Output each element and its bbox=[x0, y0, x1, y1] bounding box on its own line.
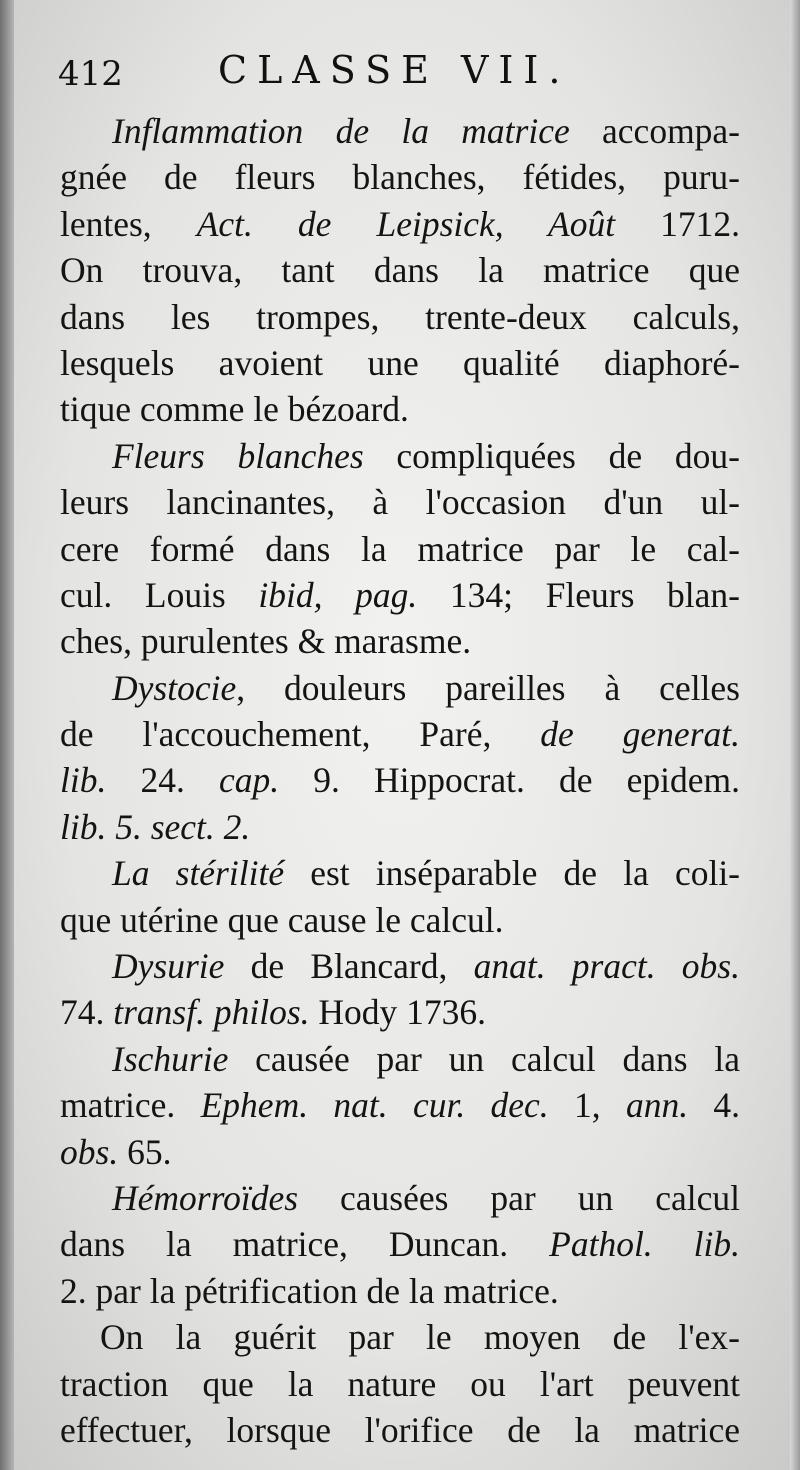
italic-text-segment: Hémorroïdes bbox=[112, 1177, 299, 1218]
text-segment: compliquées de dou- bbox=[363, 435, 740, 476]
text-segment: 4. bbox=[688, 1085, 741, 1126]
text-segment: On trouva, tant dans la matrice que bbox=[60, 250, 740, 291]
italic-text-segment: transf. philos. bbox=[113, 992, 310, 1033]
text-segment: lentes, bbox=[60, 203, 197, 244]
text-segment: accompa- bbox=[569, 111, 741, 151]
text-line bbox=[60, 757, 740, 803]
text-line bbox=[60, 1129, 740, 1175]
text-line bbox=[60, 1268, 740, 1314]
text-line bbox=[60, 711, 740, 757]
text-line bbox=[60, 433, 740, 479]
text-segment: cul. Louis bbox=[60, 574, 259, 615]
italic-text-segment: Inflammation de la matrice bbox=[112, 111, 570, 151]
italic-text-segment: Ischurie bbox=[112, 1038, 229, 1079]
text-line bbox=[60, 1221, 740, 1267]
text-segment: 1712. bbox=[615, 203, 740, 244]
italic-text-segment: Pathol. lib. bbox=[549, 1224, 740, 1265]
text-line bbox=[60, 1407, 740, 1453]
text-segment: On la guérit par le moyen de l'ex- bbox=[100, 1317, 740, 1358]
text-segment: 2. par la pétrification de la matrice. bbox=[60, 1270, 559, 1311]
text-line bbox=[60, 526, 740, 572]
italic-text-segment: de generat. bbox=[540, 714, 740, 755]
text-line bbox=[60, 1036, 740, 1082]
body-text bbox=[60, 108, 740, 1453]
text-segment: 134; Fleurs blan- bbox=[417, 574, 740, 615]
italic-text-segment: lib. bbox=[60, 760, 107, 801]
italic-text-segment: Dysurie bbox=[112, 946, 225, 987]
text-segment: cere formé dans la matrice par le cal- bbox=[60, 528, 740, 569]
text-segment: leurs lancinantes, à l'occasion d'un ul- bbox=[60, 482, 740, 523]
text-segment: traction que la nature ou l'art peuvent bbox=[60, 1363, 740, 1404]
text-segment: lesquels avoient une qualité diaphoré- bbox=[60, 342, 740, 383]
text-segment: 24. bbox=[106, 760, 219, 801]
text-segment: dans les trompes, trente-deux calculs, bbox=[60, 296, 740, 337]
text-line bbox=[60, 897, 740, 943]
text-line bbox=[60, 804, 740, 850]
text-line bbox=[60, 1082, 740, 1128]
text-segment: causée par un calcul dans la bbox=[228, 1038, 740, 1079]
page-edge-right bbox=[790, 0, 800, 1470]
text-line bbox=[60, 943, 740, 989]
text-segment: Hody 1736. bbox=[309, 992, 487, 1033]
text-line bbox=[60, 154, 740, 200]
text-segment: tique comme le bézoard. bbox=[60, 389, 409, 430]
text-line bbox=[60, 572, 740, 618]
italic-text-segment: Ephem. nat. cur. dec. bbox=[200, 1085, 549, 1126]
page-number: 412 bbox=[58, 54, 123, 94]
text-line bbox=[60, 201, 740, 247]
text-line bbox=[60, 386, 740, 432]
text-line bbox=[60, 1175, 740, 1221]
text-segment: causées par un calcul bbox=[298, 1177, 740, 1218]
italic-text-segment: cap. bbox=[219, 760, 280, 801]
running-head: CLASSE VII. bbox=[218, 48, 571, 92]
text-line bbox=[60, 989, 740, 1035]
italic-text-segment: La stérilité bbox=[112, 853, 285, 894]
text-segment: 9. Hippocrat. de epidem. bbox=[279, 760, 740, 801]
text-line bbox=[60, 1361, 740, 1407]
italic-text-segment: Dystocie bbox=[112, 667, 237, 708]
page-header bbox=[58, 48, 738, 108]
text-line bbox=[60, 618, 740, 664]
text-line bbox=[60, 1314, 740, 1360]
text-segment: dans la matrice, Duncan. bbox=[60, 1224, 550, 1265]
text-segment: , douleurs pareilles à celles bbox=[236, 667, 740, 708]
text-line bbox=[60, 850, 740, 896]
text-line bbox=[60, 108, 740, 154]
text-segment: de Blancard, bbox=[224, 946, 474, 987]
italic-text-segment: lib. 5. sect. 2. bbox=[60, 806, 251, 847]
italic-text-segment: Fleurs blanches bbox=[112, 435, 364, 476]
italic-text-segment: ibid, pag. bbox=[258, 574, 418, 615]
text-segment: est inséparable de la coli- bbox=[284, 853, 740, 894]
text-segment: de l'accouchement, Paré, bbox=[60, 714, 541, 755]
italic-text-segment: Act. de Leipsick, Août bbox=[196, 203, 616, 244]
italic-text-segment: obs. bbox=[60, 1131, 119, 1172]
text-segment: gnée de fleurs blanches, fétides, puru- bbox=[60, 157, 740, 198]
text-segment: ches, purulentes & marasme. bbox=[60, 621, 472, 662]
text-segment: 1, bbox=[548, 1085, 626, 1126]
text-segment: matrice. bbox=[60, 1085, 201, 1126]
text-segment: que utérine que cause le calcul. bbox=[60, 899, 504, 940]
text-line bbox=[60, 665, 740, 711]
page-edge-left bbox=[0, 0, 14, 1470]
text-line bbox=[60, 294, 740, 340]
text-line bbox=[60, 247, 740, 293]
text-segment: 65. bbox=[118, 1131, 172, 1172]
text-line bbox=[60, 479, 740, 525]
italic-text-segment: anat. pract. obs. bbox=[473, 946, 740, 987]
text-segment: 74. bbox=[60, 992, 114, 1033]
text-line bbox=[60, 340, 740, 386]
italic-text-segment: ann. bbox=[625, 1085, 689, 1126]
text-segment: effectuer, lorsque l'orifice de la matrice bbox=[60, 1409, 740, 1450]
